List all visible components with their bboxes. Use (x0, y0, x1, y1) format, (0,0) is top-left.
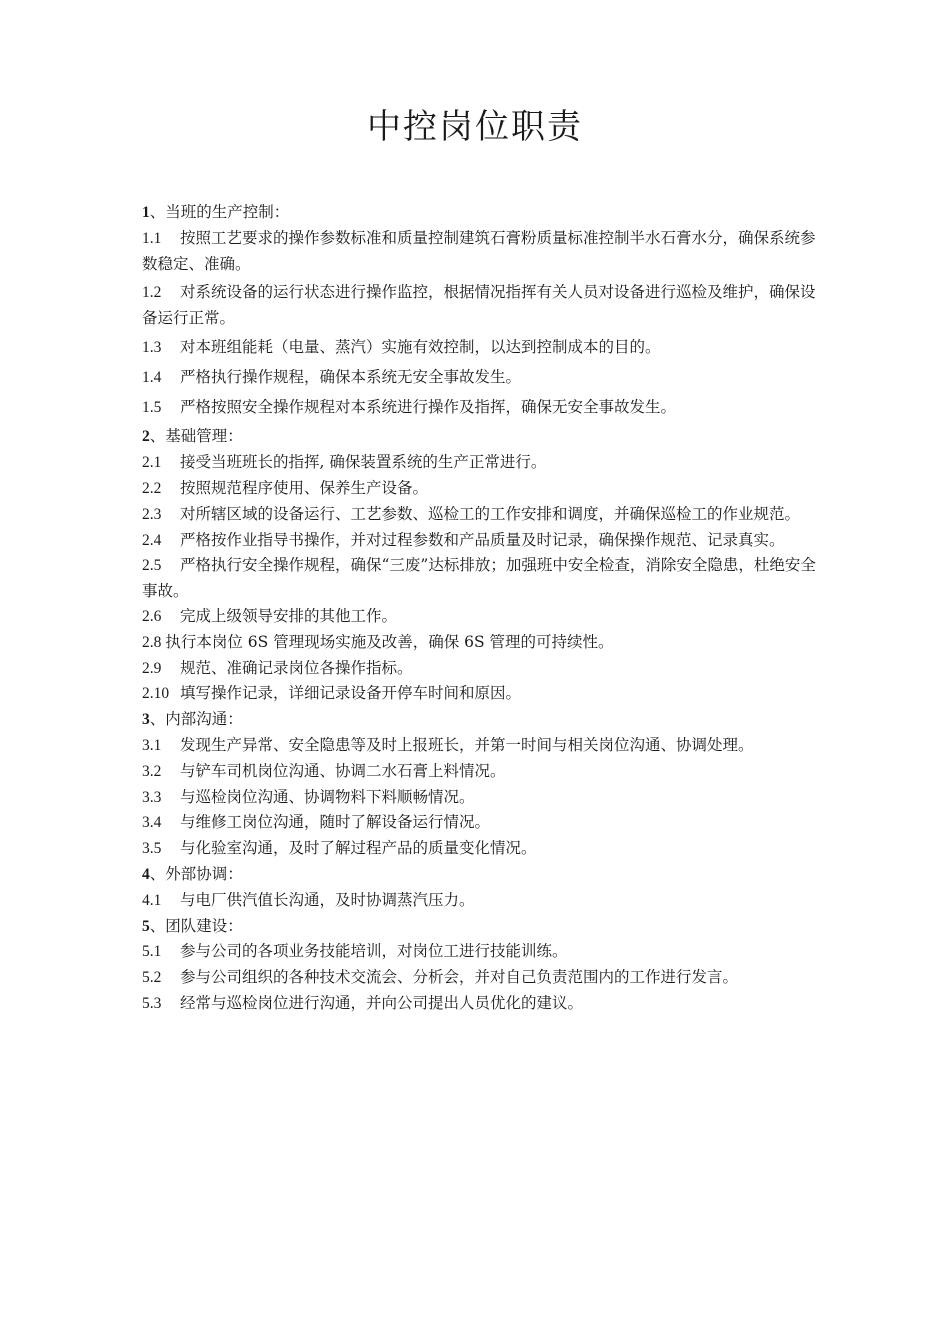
list-item (142, 604, 822, 630)
item-text: 与铲车司机岗位沟通、协调二水石膏上料情况。 (180, 761, 506, 780)
list-item (142, 450, 822, 476)
item-number: 1.4 (142, 368, 162, 386)
list-item (142, 810, 822, 836)
section-number: 2 (142, 428, 150, 446)
section-heading (142, 707, 822, 733)
section-heading (142, 862, 822, 888)
item-text: 按照工艺要求的操作参数标准和质量控制建筑石膏粉质量标准控制半水石膏水分，确保系统参数稳定、准确。 (142, 228, 816, 273)
list-item (142, 365, 822, 391)
item-text: 参与公司组织的各种技术交流会、分析会，并对自己负责范围内的工作进行发言。 (180, 968, 739, 987)
item-number: 5.1 (142, 943, 162, 961)
list-item (142, 226, 822, 277)
item-text: 完成上级领导安排的其他工作。 (180, 606, 398, 625)
item-text: 经常与巡检岗位进行沟通，并向公司提出人员优化的建议。 (180, 993, 584, 1012)
section-label: 、团队建设： (149, 916, 243, 935)
list-item (142, 888, 822, 914)
item-text: 与巡检岗位沟通、协调物料下料顺畅情况。 (180, 787, 475, 806)
item-text: 与电厂供汽值长沟通，及时协调蒸汽压力。 (180, 890, 475, 909)
item-number: 2.9 (142, 659, 162, 677)
item-number: 2.6 (142, 607, 162, 625)
item-number: 2.5 (142, 557, 162, 575)
section-label: 、当班的生产控制： (149, 203, 290, 221)
item-text: 对本班组能耗（电量、蒸汽）实施有效控制，以达到控制成本的目的。 (180, 337, 661, 356)
item-number: 2.8 (142, 633, 162, 651)
list-item (142, 759, 822, 785)
item-text: 参与公司的各项业务技能培训，对岗位工进行技能训练。 (180, 942, 568, 961)
list-item (142, 656, 822, 682)
item-number: 1.1 (142, 229, 162, 247)
list-item (142, 553, 822, 604)
section-heading (142, 424, 822, 450)
list-item (142, 280, 822, 331)
item-number: 2.1 (142, 454, 162, 472)
list-item (142, 681, 822, 707)
item-text: 执行本岗位 6S 管理现场实施及改善，确保 6S 管理的可持续性。 (165, 632, 614, 651)
list-item (142, 476, 822, 502)
item-number: 1.3 (142, 338, 162, 356)
section-label: 、内部沟通： (149, 710, 243, 729)
section-number: 1 (142, 204, 150, 221)
list-item (142, 991, 822, 1017)
document-title: 中控岗位职责 (367, 107, 583, 147)
item-text: 对所辖区域的设备运行、工艺参数、巡检工的工作安排和调度，并确保巡检工的作业规范。 (180, 504, 801, 523)
list-item (142, 335, 822, 361)
item-number: 5.3 (142, 994, 162, 1012)
item-number: 4.1 (142, 891, 162, 909)
item-text: 与化验室沟通，及时了解过程产品的质量变化情况。 (180, 839, 537, 858)
list-item (142, 939, 822, 965)
item-text: 严格按照安全操作规程对本系统进行操作及指挥，确保无安全事故发生。 (180, 397, 677, 416)
section-number: 4 (142, 865, 150, 883)
item-text: 填写操作记录，详细记录设备开停车时间和原因。 (180, 684, 522, 703)
list-item (142, 733, 822, 759)
item-number: 2.4 (142, 531, 162, 549)
item-number: 3.3 (142, 788, 162, 806)
item-text: 发现生产异常、安全隐患等及时上报班长，并第一时间与相关岗位沟通、协调处理。 (180, 735, 754, 754)
list-item (142, 630, 822, 656)
section-number: 5 (142, 917, 150, 935)
item-number: 3.1 (142, 736, 162, 754)
item-number: 3.2 (142, 762, 162, 780)
list-item (142, 528, 822, 554)
section-label: 、基础管理： (149, 427, 243, 446)
list-item (142, 965, 822, 991)
item-text: 严格执行操作规程，确保本系统无安全事故发生。 (180, 367, 522, 386)
item-number: 3.5 (142, 840, 162, 858)
list-item (142, 785, 822, 811)
item-text: 按照规范程序使用、保养生产设备。 (180, 478, 429, 497)
section-number: 3 (142, 711, 150, 729)
list-item (142, 836, 822, 862)
item-text: 规范、准确记录岗位各操作指标。 (180, 658, 413, 677)
item-number: 3.4 (142, 814, 162, 832)
item-number: 2.3 (142, 505, 162, 523)
item-number: 1.2 (142, 284, 162, 302)
list-item (142, 395, 822, 421)
item-number: 2.2 (142, 479, 162, 497)
item-text: 严格按作业指导书操作，并对过程参数和产品质量及时记录，确保操作规范、记录真实。 (180, 530, 785, 549)
section-label: 、外部协调： (149, 864, 243, 883)
item-text: 严格执行安全操作规程，确保“三废”达标排放；加强班中安全检查，消除安全隐患，杜绝安全事故。 (142, 556, 816, 601)
list-item (142, 502, 822, 528)
item-number: 2.10 (142, 685, 170, 703)
item-number: 1.5 (142, 398, 162, 416)
section-heading (142, 914, 822, 940)
item-text: 接受当班班长的指挥, 确保装置系统的生产正常进行。 (180, 453, 547, 472)
item-number: 5.2 (142, 969, 162, 987)
document-body (142, 200, 822, 1017)
item-text: 对系统设备的运行状态进行操作监控，根据情况指挥有关人员对设备进行巡检及维护，确保设备运行正常。 (142, 283, 816, 328)
section-heading (142, 200, 822, 226)
item-text: 与维修工岗位沟通，随时了解设备运行情况。 (180, 813, 491, 832)
